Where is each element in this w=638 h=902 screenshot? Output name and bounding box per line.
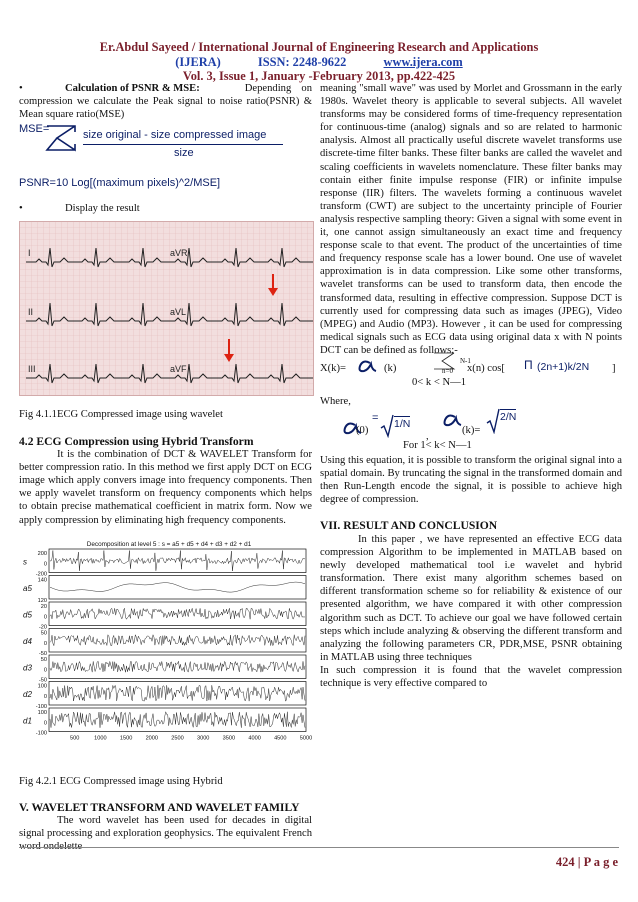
comma: , [426,431,429,443]
subplot-label: d1 [23,715,32,725]
x-tick-label: 5000 [299,735,312,742]
y-tick-label: 20 [40,603,47,610]
alpha-definitions [320,412,622,452]
x-tick-label: 3000 [196,735,210,742]
subplot-frame [49,602,306,626]
alpha-range: For 1< k< N—1 [403,440,472,452]
subplot-signal [50,550,305,571]
sigma-icon [45,123,79,153]
section-4-2-body: It is the combination of DCT & WAVELET Transform for better compression ratio. In this method we first apply DCT on ECG image which apply convers image into frequency components. Then we apply wavelet transform on frequency components which helps to obtain precise mathematical coefficient in matrix form. Now we apply compression by eliminating high frequency components. [19,449,312,526]
ecg-lead-label: aVF [170,364,187,375]
y-tick-label: -50 [38,650,47,657]
y-tick-label: -20 [38,624,47,631]
ecg-lead-label: II [28,307,34,318]
page-number: 424 | P a g e [555,855,618,869]
y-tick-label: -100 [35,730,47,737]
psnr-formula: PSNR=10 Log[(maximum pixels)^2/MSE] [19,177,221,190]
ecg-image [19,221,314,396]
section-5-title: V. WAVELET TRANSFORM AND WAVELET FAMILY [19,800,300,814]
y-tick-label: 0 [43,666,47,673]
y-tick-label: -50 [38,677,47,684]
alpha-icon [356,360,378,374]
dct-explanation-paragraph: Using this equation, it is possible to transform the original signal into a spatial domain. By truncating the signal in the transformed domain and then Run-Length encode the signal, it is possible to achieve high degree of compression. [320,455,622,506]
where-label: Where, [320,395,351,407]
x-tick-label: 1500 [119,735,133,742]
conclusion-paragraph: In this paper , we have represented an effective ECG data compression Algorithm to be implemented in MATLAB based on newly developed mathematical tool i.e wavelet and hybrid transformation. There exist many algorithm schemes based on different transformation scheme so for reliability & existence of our presented algorithm, we have compared it with other compression algorithm such as DCT. To achieve our goal we have followed certain steps which include analyzing & observing the different transform and analyzing the following parameters CR, PDR,MSE, PSNR obtaining in MATLAB using three techniques [320,533,622,663]
issn: ISSN: 2248-9622 [257,55,347,69]
y-tick-label: 0 [43,719,47,726]
wavelet-paragraph: meaning "small wave" was used by Morlet and Grossmann in the early 1980s. Wavelet theory is applicable to several subjects. All wavelet transforms may be considered forms of time-frequency representation for continuous-time (analog) signals and so are related to harmonic analysis. Almost all practically useful discrete wavelet transforms use discrete-time filter banks. These filter banks are called the wavelet and scaling coefficients in wavelets nomenclature. These filter banks may contain either finite impulse response (FIR) or infinite impulse response (IIR) filters. The wavelets forming a continuous wavelet transform (CWT) are subject to the uncertainty principle of Fourier analysis respective sampling theory: Given a signal with some event in it, one cannot assign simultaneously an exact time and frequency response scale to that event. The product of the uncertainties of time and frequency response scale has a lower bound. One use of wavelet approximation is in data compression. Like some other transforms, wavelet transforms can be used to transform data, then encode the transformed data, resulting in effective compression. Suppose DCT is currently used for compressing data such as images (JPEG), Video (MPEG) and Audio (MP3). However , it can be used for compressing medical signals such as ECG data using original data x with N points DCT can be defined as follows:- [320,83,622,356]
y-tick-label: 0 [43,640,47,647]
bullet-dot-icon: • [19,83,23,94]
dct-range: 0< k < N—1 [412,376,467,388]
y-tick-label: 0 [43,560,47,567]
x-tick-label: 500 [70,735,80,742]
sum-upper-limit: N-1 [460,356,471,365]
subplot-label: s [23,556,27,566]
subplot-frame [49,681,306,705]
mse-numerator: size original - size compressed image [83,129,267,142]
y-tick-label: 0 [43,613,47,620]
figure-caption-2: Fig 4.2.1 ECG Compressed image using Hybrid [19,775,223,787]
x-tick-label: 1000 [94,735,107,742]
bullet-display-text: Display the result [65,203,140,215]
journal-header-line3: Vol. 3, Issue 1, January -February 2013, pp.422-425 [182,69,456,83]
journal-header-line1: Er.Abdul Sayeed / International Journal of Engineering Research and Applications [99,40,539,54]
journal-header-line2 [0,55,638,70]
y-tick-label: 0 [43,693,47,700]
y-tick-label: 100 [37,683,47,690]
ecg-lead-label: aVL [170,307,187,318]
bullet-psnr-rest: Depending on compression we calculate the Peak signal to noise ratio(PSNR) & Mean square ratio(MSE) [19,83,313,121]
journal-abbrev: (IJERA) [175,55,221,69]
fraction-bar [83,144,283,145]
plot-title: Decomposition at level 5 : s = a5 + d5 + d4 + d3 + d2 + d1 [86,540,252,548]
alphak-rhs: 2/N [500,411,517,424]
subplot-label: d4 [23,636,32,646]
figure-caption-1: Fig 4.1.1ECG Compressed image using wavelet [19,409,223,421]
section-4-2-title: 4.2 ECG Compression using Hybrid Transform [19,434,254,448]
subplot-frame [49,575,306,599]
y-tick-label: -200 [35,571,47,578]
conclusion-paragraph-2: In such compression it is found that the wavelet compression technique is very effective compared to [320,664,622,689]
equals-sign: = [372,412,379,425]
sum-lower-limit: n=0 [442,366,453,375]
subplot-label: d3 [23,662,32,672]
alpha-icon [442,414,462,428]
dct-fraction: (2n+1)k/2N [537,360,590,373]
subplot-frame [49,655,306,679]
bullet-psnr-body [19,82,312,121]
subplot-signal [50,634,305,645]
subplot-signal [50,685,305,701]
left-column [19,82,312,854]
dct-lhs: X(k)= [320,362,346,374]
subplot-signal [50,661,305,672]
ecg-trace-graphic [20,222,313,395]
subplot-frame [49,549,306,573]
ecg-lead-label: I [28,248,31,259]
subplot-signal [50,582,305,592]
decomposition-plot [19,537,312,762]
footer-divider [19,847,619,848]
subplot-signal [50,711,305,727]
y-tick-label: 140 [37,577,47,584]
alphak-lhs: (k)= [462,425,481,437]
ecg-lead-label: III [28,364,36,375]
subplot-label: d2 [23,689,32,699]
subplot-label: d5 [23,609,32,619]
y-tick-label: 50 [40,656,47,663]
y-tick-label: -100 [35,703,47,710]
x-tick-label: 4000 [248,735,261,742]
x-tick-label: 3500 [222,735,236,742]
y-tick-label: 100 [37,709,47,716]
sqrt-icon [486,408,500,434]
alpha0-lhs: (0) [356,425,369,437]
bullet-dot-icon: • [19,203,23,215]
right-column [320,82,622,690]
y-tick-label: 200 [37,550,47,557]
y-tick-label: 120 [37,597,47,604]
alpha0-rhs: 1/N [394,418,411,431]
mse-formula [19,123,312,167]
x-tick-label: 4500 [274,735,287,742]
x-tick-label: 2500 [171,735,184,742]
ecg-lead-label: aVR [170,248,188,259]
dct-xn: x(n) cos[ [467,362,505,374]
section-7-title: VII. RESULT AND CONCLUSION [320,519,498,533]
subplot-label: a5 [23,583,32,593]
x-tick-label: 2000 [145,735,159,742]
decomposition-graphic [19,537,312,762]
bullet-title: Calculation of PSNR & MSE: [65,83,200,94]
pi-icon: Π [524,357,533,372]
subplot-frame [49,628,306,652]
dct-formula [320,356,622,393]
subplot-signal [50,608,305,619]
bullet-display-result [19,202,312,215]
dct-close: ] [612,362,616,374]
mse-denominator: size [174,147,194,160]
sqrt-icon [380,414,394,438]
mse-label: MSE= [19,123,50,136]
dct-k: (k) [384,362,397,374]
section-5-body: The word wavelet has been used for decades in digital signal processing and exploration geophysics. The equivalent French word ondelette [19,815,312,853]
y-tick-label: 50 [40,630,47,637]
journal-url-link[interactable]: www.ijera.com [383,55,463,69]
